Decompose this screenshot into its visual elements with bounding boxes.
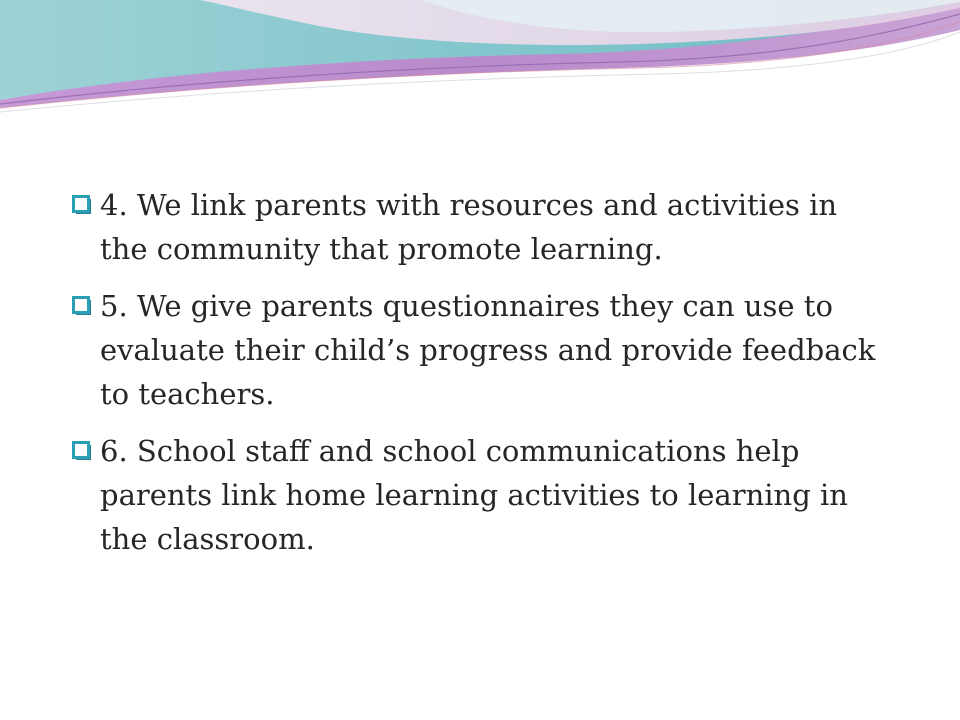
list-item	[72, 429, 892, 561]
list-item	[72, 183, 892, 271]
list-item	[72, 284, 892, 416]
header-wave-decoration	[0, 0, 960, 130]
hollow-square-bullet-icon	[72, 441, 92, 461]
hollow-square-bullet-icon	[72, 195, 92, 215]
bullet-text: 4. We link parents with resources and activities in the community that promote learning.	[100, 188, 838, 266]
bullet-list	[72, 183, 892, 574]
bullet-text: 6. School staff and school communications help parents link home learning activities to learning in the classroom.	[100, 434, 848, 556]
hollow-square-bullet-icon	[72, 296, 92, 316]
bullet-text: 5. We give parents questionnaires they can use to evaluate their child’s progress and provide feedback to teachers.	[100, 289, 876, 411]
